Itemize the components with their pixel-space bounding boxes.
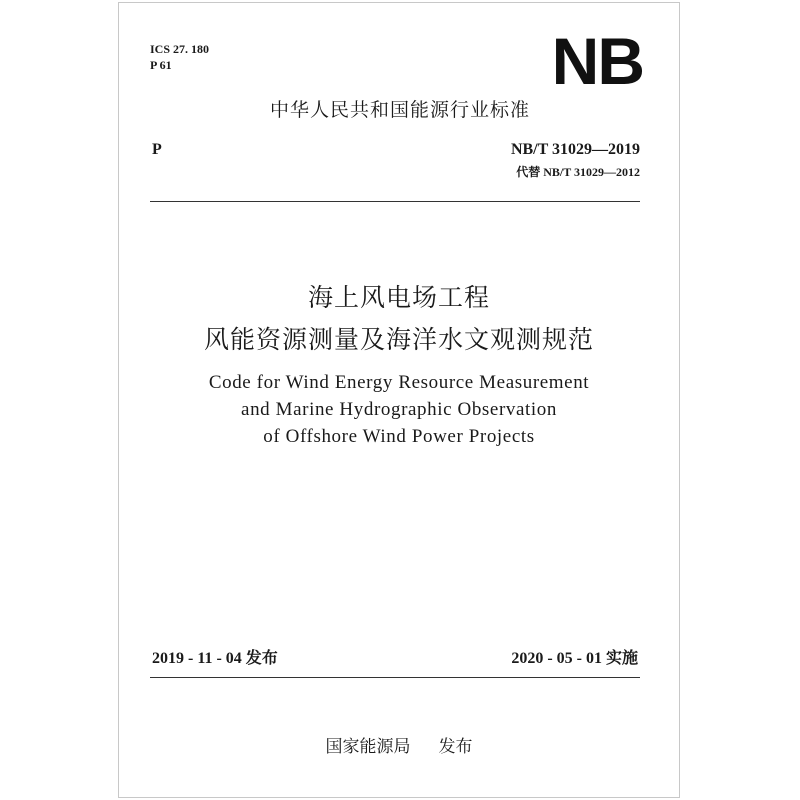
nb-logo: NB — [551, 24, 643, 98]
standard-category: 中华人民共和国能源行业标准 — [269, 99, 530, 121]
title-en-line1: Code for Wind Energy Resource Measurement — [208, 372, 590, 393]
category-letter: P — [152, 141, 162, 158]
title-cn-line1: 海上风电场工程 — [307, 283, 490, 312]
implementation-date: 2020 - 05 - 01 实施 — [511, 650, 638, 667]
ics-code: ICS 27. 180 — [150, 42, 210, 56]
title-cn-line2: 风能资源测量及海洋水文观测规范 — [203, 325, 594, 354]
standard-number: NB/T 31029—2019 — [510, 141, 640, 158]
issuer — [118, 736, 680, 758]
bottom-divider — [150, 677, 640, 678]
replaces-standard: 代替 NB/T 31029—2012 — [516, 165, 640, 179]
issuer-name: 国家能源局 — [325, 737, 411, 757]
classification-code: P 61 — [150, 58, 172, 72]
issuer-action: 发布 — [438, 737, 473, 757]
top-divider — [150, 201, 640, 202]
title-en-line2: and Marine Hydrographic Observation — [241, 399, 557, 420]
issue-date: 2019 - 11 - 04 发布 — [152, 650, 278, 667]
title-en-line3: of Offshore Wind Power Projects — [263, 426, 535, 447]
